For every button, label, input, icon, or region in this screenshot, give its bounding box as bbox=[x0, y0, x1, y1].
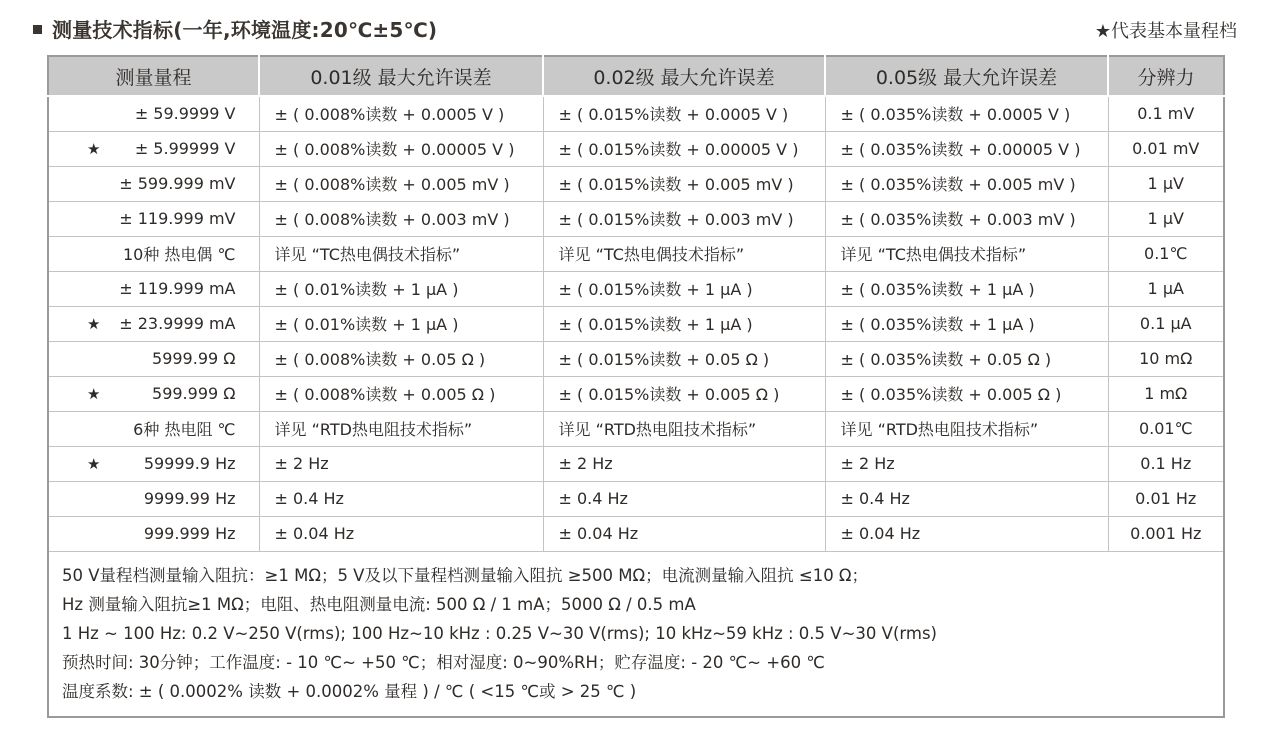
error-005-cell: ± 0.4 Hz bbox=[825, 481, 1108, 516]
range-value: ± 23.9999 mA bbox=[119, 314, 236, 333]
error-002-cell: ± 2 Hz bbox=[543, 446, 825, 481]
error-005-cell: ± ( 0.035%读数 + 1 μA ) bbox=[825, 306, 1108, 341]
error-002-cell: 详见 “TC热电偶技术指标” bbox=[543, 236, 825, 271]
resolution-cell: 1 μA bbox=[1108, 271, 1224, 306]
note-line: 1 Hz ~ 100 Hz: 0.2 V~250 V(rms); 100 Hz~10 kHz : 0.25 V~30 V(rms); 10 kHz~59 kHz : 0.5 V~30 V(rms) bbox=[62, 623, 937, 643]
error-001-cell: ± ( 0.01%读数 + 1 μA ) bbox=[259, 271, 543, 306]
notes-row bbox=[48, 551, 1224, 717]
error-005-cell: ± ( 0.035%读数 + 1 μA ) bbox=[825, 271, 1108, 306]
range-cell bbox=[48, 341, 259, 376]
error-005-cell: ± ( 0.035%读数 + 0.00005 V ) bbox=[825, 131, 1108, 166]
range-cell bbox=[48, 96, 259, 131]
table-row bbox=[48, 516, 1224, 551]
range-value: ± 59.9999 V bbox=[134, 104, 236, 124]
resolution-cell: 0.01 mV bbox=[1108, 131, 1224, 166]
range-cell bbox=[48, 236, 259, 271]
error-002-cell: ± ( 0.015%读数 + 0.003 mV ) bbox=[543, 201, 825, 236]
error-001-cell: 详见 “TC热电偶技术指标” bbox=[259, 236, 543, 271]
range-cell bbox=[48, 376, 259, 411]
error-001-cell: ± ( 0.008%读数 + 0.05 Ω ) bbox=[259, 341, 543, 376]
range-cell bbox=[48, 481, 259, 516]
error-005-cell: ± ( 0.035%读数 + 0.0005 V ) bbox=[825, 96, 1108, 131]
col-header-002: 0.02级 最大允许误差 bbox=[543, 56, 825, 96]
error-005-cell: ± ( 0.035%读数 + 0.005 mV ) bbox=[825, 166, 1108, 201]
table-row bbox=[48, 306, 1224, 341]
error-001-cell: ± ( 0.01%读数 + 1 μA ) bbox=[259, 306, 543, 341]
error-002-cell: ± 0.4 Hz bbox=[543, 481, 825, 516]
note-line: 50 V量程档测量输入阻抗：≥1 MΩ；5 V及以下量程档测量输入阻抗 ≥500 MΩ；电流测量输入阻抗 ≤10 Ω； bbox=[62, 565, 869, 585]
range-value: 6种 热电阻 ℃ bbox=[133, 420, 236, 439]
error-002-cell: ± ( 0.015%读数 + 0.00005 V ) bbox=[543, 131, 825, 166]
range-cell bbox=[48, 271, 259, 306]
error-001-cell: ± ( 0.008%读数 + 0.003 mV ) bbox=[259, 201, 543, 236]
col-header-res: 分辨力 bbox=[1108, 56, 1224, 96]
range-value: ± 599.999 mV bbox=[119, 174, 236, 193]
resolution-cell: 0.1 mV bbox=[1108, 96, 1224, 131]
resolution-cell: 0.001 Hz bbox=[1108, 516, 1224, 551]
table-row bbox=[48, 271, 1224, 306]
note-line: 预热时间: 30分钟；工作温度: - 10 ℃~ +50 ℃；相对湿度: 0~90%RH；贮存温度: - 20 ℃~ +60 ℃ bbox=[62, 652, 825, 672]
note-line: 温度系数: ± ( 0.0002% 读数 + 0.0002% 量程 ) / ℃ ( <15 ℃或 > 25 ℃ ) bbox=[62, 681, 637, 701]
table-row bbox=[48, 131, 1224, 166]
error-005-cell: ± ( 0.035%读数 + 0.005 Ω ) bbox=[825, 376, 1108, 411]
bullet-square-icon bbox=[33, 25, 42, 34]
error-001-cell: ± ( 0.008%读数 + 0.00005 V ) bbox=[259, 131, 543, 166]
table-row bbox=[48, 341, 1224, 376]
top-bar bbox=[0, 0, 1269, 53]
error-002-cell: ± 0.04 Hz bbox=[543, 516, 825, 551]
error-005-cell: ± ( 0.035%读数 + 0.003 mV ) bbox=[825, 201, 1108, 236]
error-001-cell: ± 2 Hz bbox=[259, 446, 543, 481]
range-value: ± 119.999 mV bbox=[119, 209, 236, 228]
error-002-cell: ± ( 0.015%读数 + 1 μA ) bbox=[543, 306, 825, 341]
range-value: 10种 热电偶 ℃ bbox=[122, 245, 236, 264]
range-value: ± 5.99999 V bbox=[134, 139, 236, 158]
error-005-cell: 详见 “RTD热电阻技术指标” bbox=[825, 411, 1108, 446]
range-value: 5999.99 Ω bbox=[152, 349, 236, 368]
notes-cell bbox=[48, 551, 1224, 717]
range-value: 59999.9 Hz bbox=[143, 454, 236, 473]
error-005-cell: ± 2 Hz bbox=[825, 446, 1108, 481]
error-001-cell: 详见 “RTD热电阻技术指标” bbox=[259, 411, 543, 446]
header-row bbox=[48, 56, 1224, 96]
error-001-cell: ± ( 0.008%读数 + 0.0005 V ) bbox=[259, 96, 543, 131]
range-value: ± 119.999 mA bbox=[119, 279, 236, 298]
note-line: Hz 测量输入阻抗≥1 MΩ；电阻、热电阻测量电流: 500 Ω / 1 mA；5000 Ω / 0.5 mA bbox=[62, 594, 696, 614]
resolution-cell: 0.01℃ bbox=[1108, 411, 1224, 446]
star-icon: ★ bbox=[87, 314, 101, 333]
page-title: 测量技术指标(一年,环境温度:20℃±5℃) bbox=[52, 18, 438, 42]
error-002-cell: 详见 “RTD热电阻技术指标” bbox=[543, 411, 825, 446]
spec-table-wrap bbox=[47, 55, 1223, 718]
table-row bbox=[48, 96, 1224, 131]
range-cell bbox=[48, 446, 259, 481]
error-001-cell: ± 0.4 Hz bbox=[259, 481, 543, 516]
star-icon: ★ bbox=[87, 384, 101, 403]
range-value: 9999.99 Hz bbox=[143, 489, 236, 508]
resolution-cell: 1 mΩ bbox=[1108, 376, 1224, 411]
error-005-cell: 详见 “TC热电偶技术指标” bbox=[825, 236, 1108, 271]
table-row bbox=[48, 481, 1224, 516]
col-header-range: 测量量程 bbox=[48, 56, 259, 96]
col-header-005: 0.05级 最大允许误差 bbox=[825, 56, 1108, 96]
resolution-cell: 1 μV bbox=[1108, 201, 1224, 236]
table-row bbox=[48, 376, 1224, 411]
table-row bbox=[48, 236, 1224, 271]
error-002-cell: ± ( 0.015%读数 + 1 μA ) bbox=[543, 271, 825, 306]
error-002-cell: ± ( 0.015%读数 + 0.005 Ω ) bbox=[543, 376, 825, 411]
spec-table bbox=[47, 55, 1225, 718]
range-cell bbox=[48, 306, 259, 341]
error-001-cell: ± ( 0.008%读数 + 0.005 mV ) bbox=[259, 166, 543, 201]
range-cell bbox=[48, 166, 259, 201]
range-value: 599.999 Ω bbox=[152, 384, 236, 403]
table-row bbox=[48, 201, 1224, 236]
range-cell bbox=[48, 516, 259, 551]
star-legend: ★代表基本量程档 bbox=[1094, 21, 1237, 42]
star-icon: ★ bbox=[87, 139, 101, 158]
resolution-cell: 1 μV bbox=[1108, 166, 1224, 201]
resolution-cell: 0.1 Hz bbox=[1108, 446, 1224, 481]
error-005-cell: ± 0.04 Hz bbox=[825, 516, 1108, 551]
resolution-cell: 0.1 μA bbox=[1108, 306, 1224, 341]
table-row bbox=[48, 411, 1224, 446]
resolution-cell: 10 mΩ bbox=[1108, 341, 1224, 376]
range-cell bbox=[48, 411, 259, 446]
range-cell bbox=[48, 131, 259, 166]
range-value: 999.999 Hz bbox=[143, 524, 236, 543]
error-002-cell: ± ( 0.015%读数 + 0.0005 V ) bbox=[543, 96, 825, 131]
error-002-cell: ± ( 0.015%读数 + 0.005 mV ) bbox=[543, 166, 825, 201]
table-row bbox=[48, 446, 1224, 481]
resolution-cell: 0.1℃ bbox=[1108, 236, 1224, 271]
table-row bbox=[48, 166, 1224, 201]
error-002-cell: ± ( 0.015%读数 + 0.05 Ω ) bbox=[543, 341, 825, 376]
error-001-cell: ± 0.04 Hz bbox=[259, 516, 543, 551]
title-wrap bbox=[33, 14, 437, 43]
range-cell bbox=[48, 201, 259, 236]
resolution-cell: 0.01 Hz bbox=[1108, 481, 1224, 516]
error-001-cell: ± ( 0.008%读数 + 0.005 Ω ) bbox=[259, 376, 543, 411]
error-005-cell: ± ( 0.035%读数 + 0.05 Ω ) bbox=[825, 341, 1108, 376]
col-header-001: 0.01级 最大允许误差 bbox=[259, 56, 543, 96]
star-icon: ★ bbox=[87, 454, 101, 473]
